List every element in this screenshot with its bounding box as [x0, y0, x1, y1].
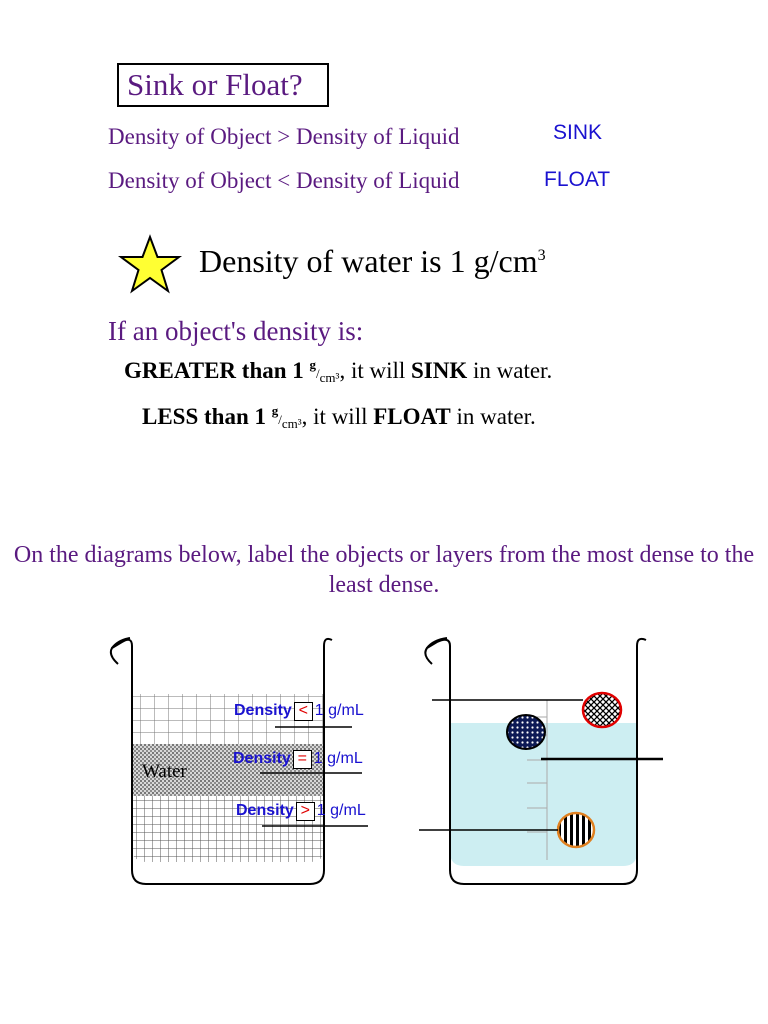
page-title: Sink or Float? — [117, 63, 329, 107]
layer-top-value: 1 g/mL — [314, 702, 364, 719]
greater-unit: g/cm³ — [309, 357, 340, 385]
less-suffix: in water. — [456, 404, 536, 429]
less-prefix: LESS than 1 — [142, 404, 267, 429]
sunk-object-orange — [558, 813, 594, 847]
layer-label-bottom — [236, 802, 366, 821]
layer-middle-value: 1 g/mL — [313, 750, 363, 767]
rule-sink-text: Density of Object > Density of Liquid — [108, 124, 460, 149]
water-density-text: Density of water is 1 g/cm — [199, 243, 538, 279]
less-unit: g/cm³ — [271, 403, 302, 431]
greater-action: SINK — [411, 358, 468, 383]
greater-middle: , it will — [339, 358, 406, 383]
right-beaker-water — [450, 723, 637, 866]
layer-label-top — [234, 702, 364, 721]
conditions-heading: If an object's density is: — [108, 316, 364, 346]
rule-float-text: Density of Object < Density of Liquid — [108, 168, 460, 193]
layer-top-word: Density — [234, 702, 292, 719]
layer-bottom-word: Density — [236, 802, 294, 819]
layer-bottom-value: 1 g/mL — [316, 802, 366, 819]
greater-suffix: in water. — [473, 358, 553, 383]
water-density-exponent: 3 — [537, 247, 546, 264]
layer-middle-symbol: = — [293, 750, 312, 769]
layer-middle-word: Density — [233, 750, 291, 767]
floating-object-red — [583, 693, 621, 727]
greater-prefix: GREATER than 1 — [124, 358, 304, 383]
layer-label-middle — [233, 750, 363, 769]
rule-sink-result: SINK — [553, 121, 603, 144]
rule-float-result: FLOAT — [544, 168, 611, 191]
suspended-object-blue — [507, 715, 545, 749]
instructions-text: On the diagrams below, label the objects or layers from the most dense to the least dense. — [13, 542, 755, 598]
layer-bottom-symbol: > — [296, 802, 315, 821]
right-beaker — [419, 638, 663, 884]
layer-top-symbol: < — [294, 702, 313, 721]
water-layer-label: Water — [142, 761, 187, 782]
less-action: FLOAT — [373, 404, 451, 429]
less-middle: , it will — [301, 404, 368, 429]
